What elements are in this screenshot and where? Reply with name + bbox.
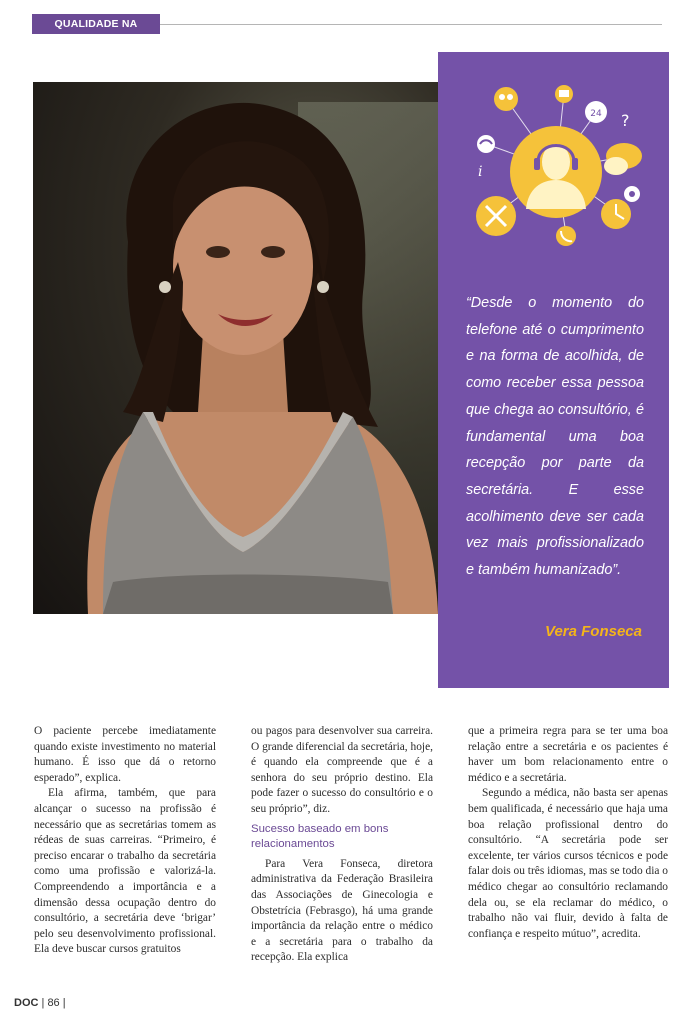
reception-icons-illustration: [466, 84, 646, 254]
people-icon: [494, 87, 518, 111]
footer-separator: |: [41, 997, 48, 1009]
svg-text:i: i: [478, 164, 483, 180]
question-icon: [621, 111, 630, 130]
pull-quote: “Desde o momento do telefone até o cumprimento e na forma de acolhida, de como receber essa pessoa que chega ao consultório, é fundamental uma boa recepção por parte da secretária. E esse acolhimento deve ser cada vez mais profissionalizado e também humanizado”.: [466, 295, 644, 579]
paragraph: que a primeira regra para se ter uma boa relação entre a secretária e os pacientes é haver um bom relacionamento entre o médico e a secretária.: [468, 725, 668, 784]
svg-text:24: 24: [590, 109, 602, 119]
subheading: Sucesso baseado em bons relacionamentos: [251, 822, 389, 851]
paragraph: Ela afirma, também, que para alcançar o sucesso na profissão é necessário que as secretárias tomem as rédeas de suas carreiras. “Primeiro, é preciso encarar o trabalho da secretária como uma profissão e valorizá-la. Compreendendo a importância e a dimensão dessa ocupação dentro do consultório, a secretária deve ‘brigar’ pelo seu desenvolvimento profissional. Ela deve buscar cursos gratuitos: [34, 787, 216, 956]
page-footer: [14, 997, 66, 1009]
page-number: 86: [47, 997, 60, 1009]
clock-hands-icon: [601, 199, 631, 229]
paragraph: ou pagos para desenvolver sua carreira. O grande diferencial da secretária, hoje, é quando ela compreende que é a senhora do seu próprio destino. Ela pode fazer o sucesso do consultório e o seu próprio”, diz.: [251, 725, 433, 815]
footer-brand: DOC: [14, 997, 39, 1009]
tools-icon: [476, 196, 516, 236]
body-column-2: [251, 724, 433, 966]
clock-icon: [585, 101, 607, 123]
lifebuoy-icon: [624, 186, 640, 202]
section-tag-bold: QUALIDADE NA: [54, 18, 138, 30]
body-column-1: [34, 724, 216, 958]
mail-icon: [555, 85, 573, 103]
info-icon: [478, 164, 482, 180]
svg-text:?: ?: [621, 111, 630, 130]
paragraph: Segundo a médica, não basta ser apenas bem qualificada, é necessário que haja uma boa relação profissional dentro do consultório. “A secretária pode ser excelente, ter vários cursos técnicos e pode falar dois ou três idiomas, mas se todo dia o médico chegar ao consultório reclamando dela ou, se ela reclamar do médico, o trabalho não vai fluir, devido à falta de confiança e respeito mútuo”, acredita.: [468, 787, 668, 940]
telephone-icon: [556, 226, 576, 246]
portrait-illustration: [33, 82, 438, 614]
section-tag-light: RECEPÇÃO: [65, 38, 127, 50]
portrait-photo: [33, 82, 438, 614]
section-tag: [32, 14, 160, 50]
quote-author: Vera Fonseca: [545, 623, 642, 640]
chat-bubble-icon: [604, 143, 642, 175]
body-column-3: [468, 724, 668, 942]
paragraph: O paciente percebe imediatamente quando existe investimento no material humano. É isso que dá o retorno esperado”, explica.: [34, 725, 216, 784]
headset-operator-icon: [510, 126, 602, 218]
header-rule: [160, 24, 662, 25]
footer-separator: |: [62, 997, 66, 1009]
paragraph: Para Vera Fonseca, diretora administrativa da Federação Brasileira das Associações de Ginecologia e Obstetrícia (Febrasgo), há uma grande importância da relação entre o médico e a secretária para o trabalho da recepção. Ela explica: [251, 857, 433, 964]
wifi-icon: [477, 135, 495, 153]
